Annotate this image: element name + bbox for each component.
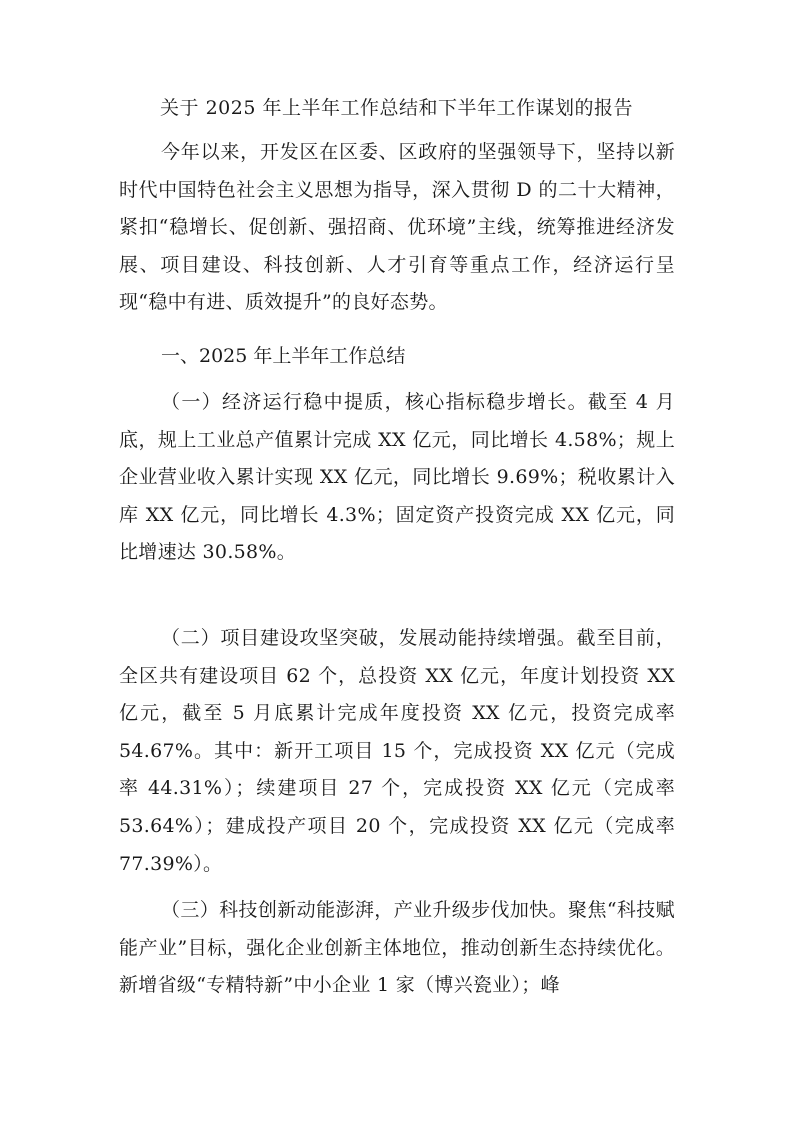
intro-paragraph: 今年以来，开发区在区委、区政府的坚强领导下，坚持以新时代中国特色社会主义思想为指导，深入贯彻 D 的二十大精神，紧扣“稳增长、促创新、强招商、优环境”主线，统筹推进经济发展、项目建设、科技创新、人才引育等重点工作，经济运行呈现“稳中有进、质效提升”的良好态势。 [119, 141, 675, 314]
section-heading: 一、2025 年上半年工作总结 [161, 345, 406, 367]
body-paragraph-projects: （二）项目建设攻坚突破，发展动能持续增强。截至目前，全区共有建设项目 62 个，总投资 XX 亿元，年度计划投资 XX 亿元，截至 5 月底累计完成年度投资 XX 亿元，投资完成率 54.67%。其中：新开工项目 15 个，完成投资 XX 亿元（完成率 44.31%）；续建项目 27 个，完成投资 XX 亿元（完成率 53.64%）；建成投产项目 20 个，完成投资 XX 亿元（完成率 77.39%）。 [119, 627, 675, 875]
document-title: 关于 2025 年上半年工作总结和下半年工作谋划的报告 [160, 97, 633, 119]
body-paragraph-innovation: （三）科技创新动能澎湃，产业升级步伐加快。聚焦“科技赋能产业”目标，强化企业创新主体地位，推动创新生态持续优化。新增省级“专精特新”中小企业 1 家（博兴瓷业）；峰 [119, 899, 675, 997]
body-paragraph-economy: （一）经济运行稳中提质，核心指标稳步增长。截至 4 月底，规上工业总产值累计完成 XX 亿元，同比增长 4.58%；规上企业营业收入累计实现 XX 亿元，同比增长 9.69%；税收累计入库 XX 亿元，同比增长 4.3%；固定资产投资完成 XX 亿元，同比增速达 30.58%。 [119, 391, 675, 564]
